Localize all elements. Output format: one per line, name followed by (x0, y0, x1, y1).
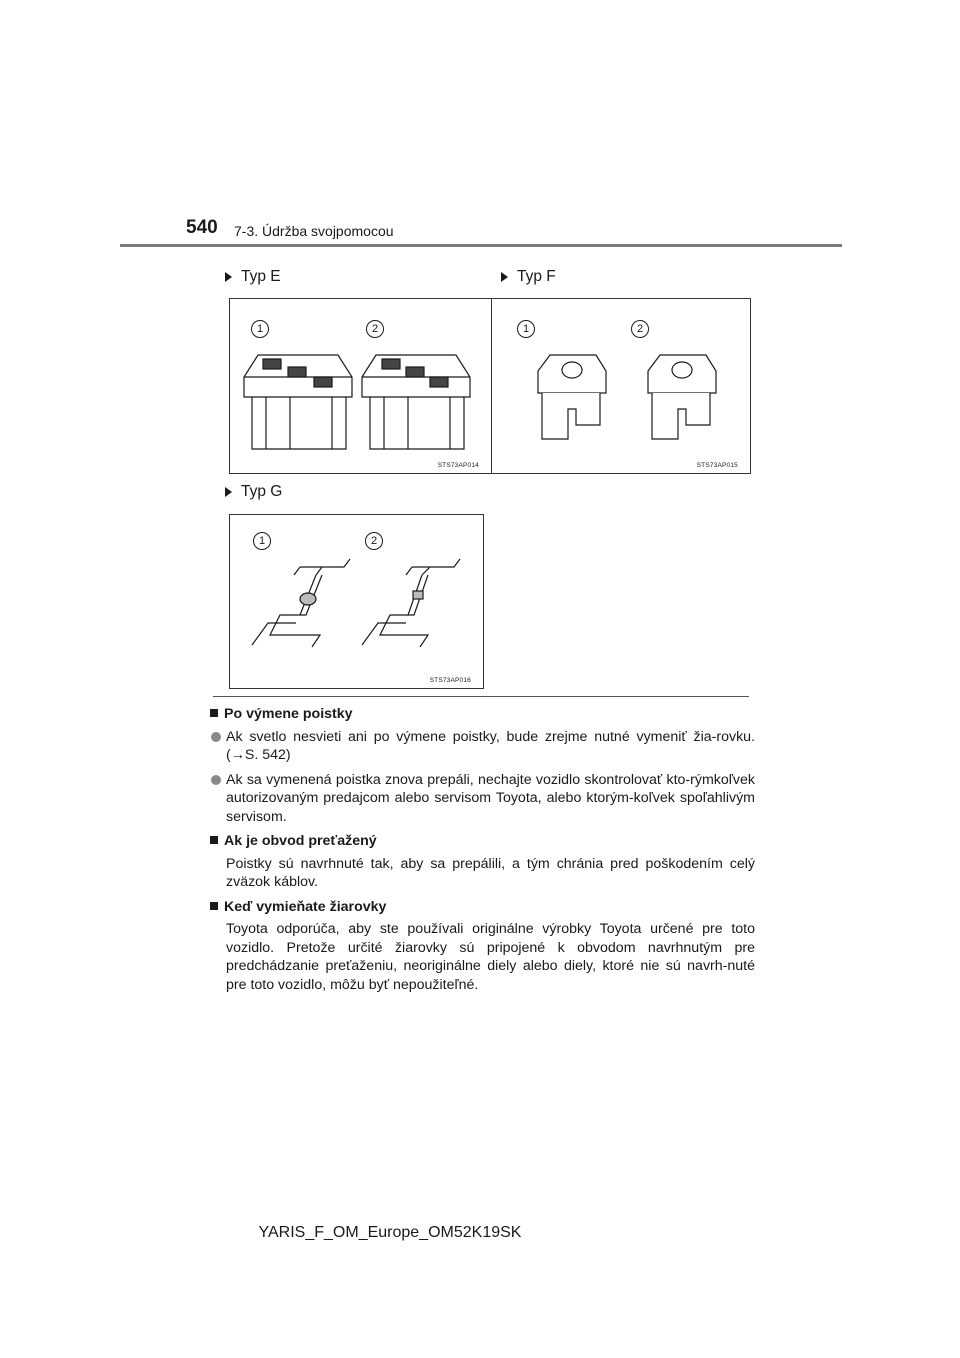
callout-1: 1 (251, 320, 269, 338)
section-heading-text: Po výmene poistky (224, 706, 353, 722)
figure-label-type-f (501, 268, 556, 286)
circle-bullet-icon (211, 775, 221, 785)
figure-type-f (491, 298, 751, 474)
section-heading-text: Ak je obvod preťažený (224, 833, 377, 849)
content-divider (213, 696, 749, 697)
figure-code: STS73AP016 (429, 677, 471, 684)
section-heading-text: Keď vymieňate žiarovky (224, 898, 387, 915)
list-item-text: Ak svetlo nesvieti ani po výmene poistky, bude zrejme nutné vymeniť žia-rovku. (→S. 542) (226, 728, 755, 763)
section-title: 7-3. Údržba svojpomocou (234, 223, 394, 239)
square-bullet-icon (210, 709, 218, 717)
square-bullet-icon (210, 836, 218, 844)
figure-label-text: Typ F (517, 268, 556, 285)
figure-code: STS73AP015 (696, 462, 738, 469)
section-paragraph: Poistky sú navrhnuté tak, aby sa prepálili, a tým chránia pred poškodením celý zväzok káblov. (226, 855, 755, 890)
figure-label-type-e (225, 268, 281, 286)
list-item (210, 771, 755, 827)
triangle-bullet-icon (225, 272, 232, 282)
callout-1: 1 (517, 320, 535, 338)
section-heading (210, 898, 755, 917)
figure-label-text: Typ G (241, 483, 283, 500)
figure-type-e (229, 298, 492, 474)
figure-label-text: Typ E (241, 268, 281, 285)
triangle-bullet-icon (501, 272, 508, 282)
section-paragraph: Toyota odporúča, aby ste používali originálne výrobky Toyota určené pre toto vozidlo. Pretože určité žiarovky sú pripojené k obvodom navrhnutým pre predchádzanie preťaženiu, neoriginálne diely alebo diely, ktoré nie sú navrh-nuté pre toto vozidlo, môžu byť nepoužiteľné. (226, 921, 755, 993)
footer-document-id: YARIS_F_OM_Europe_OM52K19SK (258, 1224, 522, 1241)
triangle-bullet-icon (225, 487, 232, 497)
header-divider (120, 244, 842, 247)
page-number: 540 (186, 217, 218, 238)
circle-bullet-icon (211, 732, 221, 742)
fuse-type-e-illustration (230, 299, 493, 475)
callout-2: 2 (631, 320, 649, 338)
callout-1: 1 (253, 532, 271, 550)
list-item (210, 728, 755, 765)
figure-code: STS73AP014 (437, 462, 479, 469)
square-bullet-icon (210, 902, 218, 910)
figure-label-type-g (225, 483, 282, 501)
callout-2: 2 (366, 320, 384, 338)
section-heading (210, 705, 755, 724)
callout-2: 2 (365, 532, 383, 550)
list-item-text: Ak sa vymenená poistka znova prepáli, nechajte vozidlo skontrolovať kto-rýmkoľvek autorizovaným predajcom alebo servisom Toyota, alebo ktorým-koľvek spoľahlivým servisom. (226, 771, 755, 825)
notes-section (210, 705, 755, 1000)
figure-type-g (229, 514, 484, 689)
section-heading (210, 832, 755, 851)
